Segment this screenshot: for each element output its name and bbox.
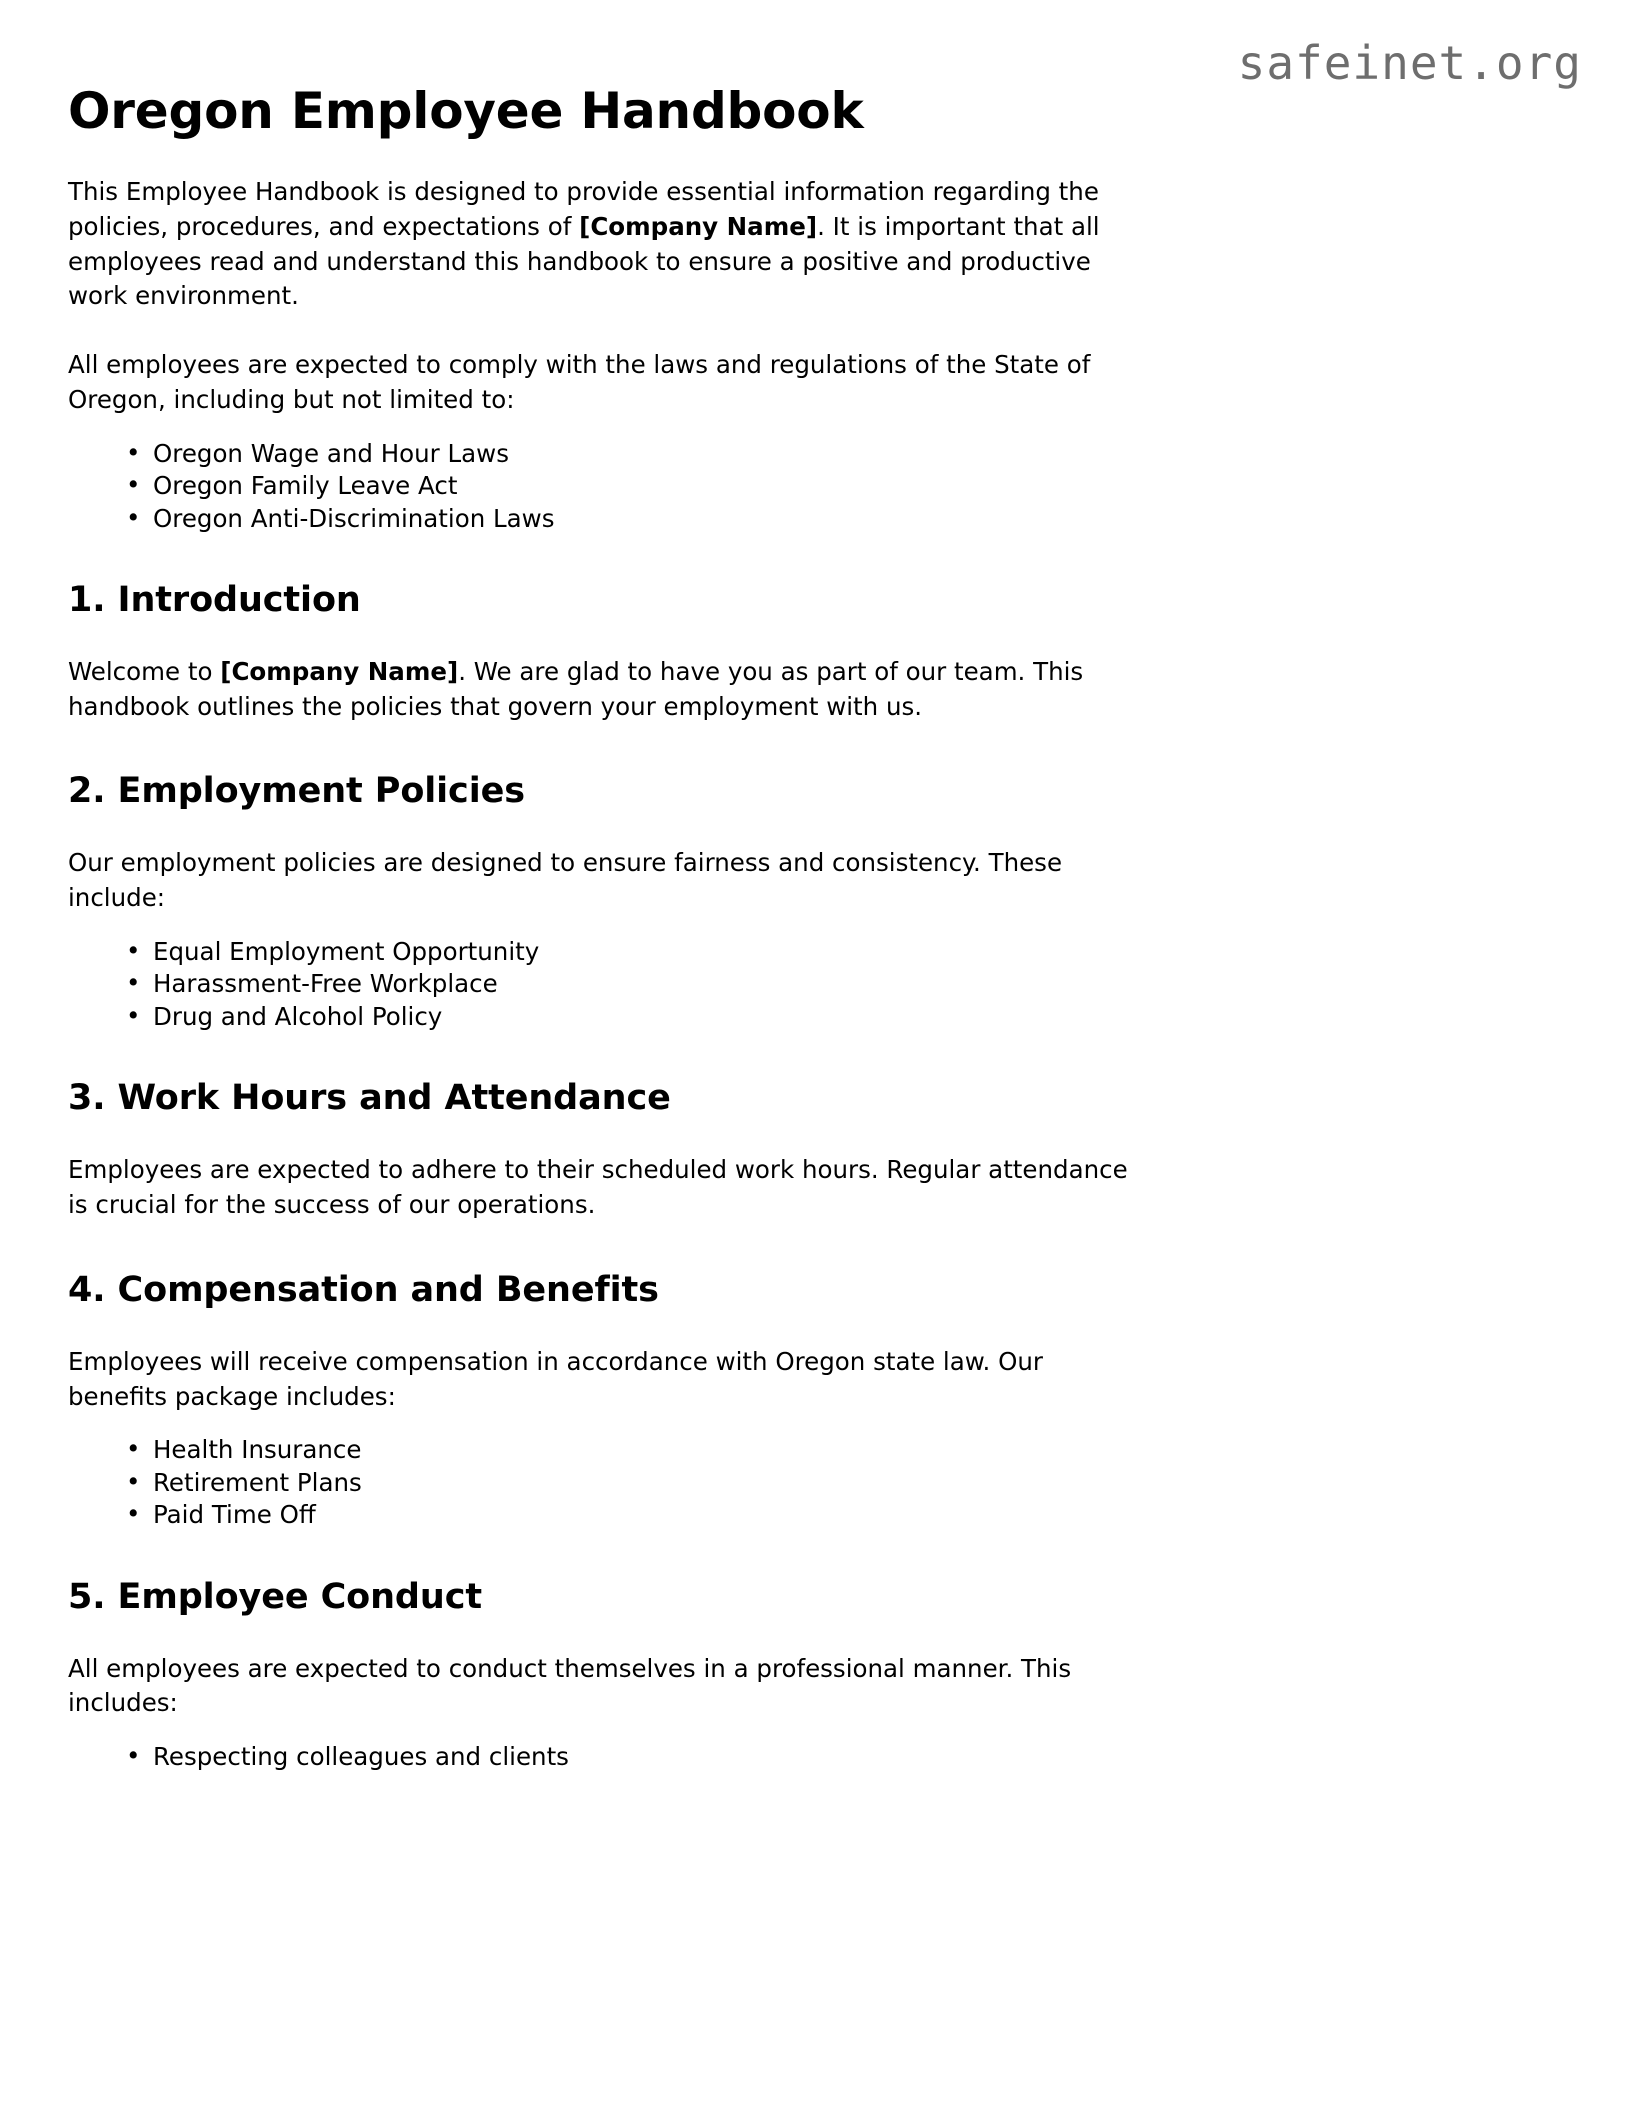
intro-paragraph-1 [68, 175, 1146, 314]
oregon-laws-list [68, 440, 1146, 533]
section-heading-introduction: 1. Introduction [68, 579, 361, 620]
page-title: Oregon Employee Handbook [68, 82, 864, 140]
employee-conduct-list [68, 1743, 1146, 1771]
section-1-body-text-a: Welcome to [68, 656, 221, 686]
company-name-placeholder: [Company Name] [579, 211, 818, 241]
document-content [68, 82, 1146, 1776]
section-1-body-text-b: . We are glad to have you as part of our team. This handbook outlines the policies that govern your employment with us. [68, 656, 1084, 721]
intro-paragraph-2: All employees are expected to comply with the laws and regulations of the State of Oregon, including but not limited to: [68, 350, 1091, 414]
company-name-placeholder: [Company Name] [220, 656, 459, 686]
section-4-body: Employees will receive compensation in accordance with Oregon state law. Our benefits package includes: [68, 1346, 1043, 1411]
list-item: • Oregon Family Leave Act [126, 472, 1146, 500]
intro-paragraph-1-text-b: . It is important that all employees read and understand this handbook to ensure a positive and productive work environment. [68, 211, 1100, 311]
section-2-body: Our employment policies are designed to ensure fairness and consistency. These include: [68, 848, 1063, 913]
list-item: • Oregon Wage and Hour Laws [126, 440, 1146, 468]
list-item: • Retirement Plans [126, 1469, 1146, 1497]
section-heading-work-hours-and-attendance: 3. Work Hours and Attendance [68, 1078, 671, 1119]
list-item: • Health Insurance [126, 1436, 1146, 1464]
watermark-safeinet-org: safeinet.org [1237, 36, 1582, 90]
section-heading-employment-policies: 2. Employment Policies [68, 771, 525, 812]
list-item: • Oregon Anti-Discrimination Laws [126, 505, 1146, 533]
section-1-body [68, 655, 1146, 725]
list-item: • Equal Employment Opportunity [126, 938, 1146, 966]
employment-policies-list [68, 938, 1146, 1031]
section-heading-compensation-and-benefits: 4. Compensation and Benefits [68, 1269, 659, 1310]
list-item: • Drug and Alcohol Policy [126, 1003, 1146, 1031]
section-heading-employee-conduct: 5. Employee Conduct [68, 1576, 482, 1617]
list-item: • Respecting colleagues and clients [126, 1743, 1146, 1771]
benefits-list [68, 1436, 1146, 1529]
intro-paragraph-1-text-a: This Employee Handbook is designed to provide essential information regarding the policies, procedures, and expectations of [68, 177, 1099, 241]
list-item: • Harassment-Free Workplace [126, 970, 1146, 998]
list-item: • Paid Time Off [126, 1501, 1146, 1529]
section-3-body: Employees are expected to adhere to their scheduled work hours. Regular attendance is crucial for the success of our operations. [68, 1155, 1128, 1220]
section-5-body: All employees are expected to conduct themselves in a professional manner. This includes: [68, 1653, 1072, 1718]
